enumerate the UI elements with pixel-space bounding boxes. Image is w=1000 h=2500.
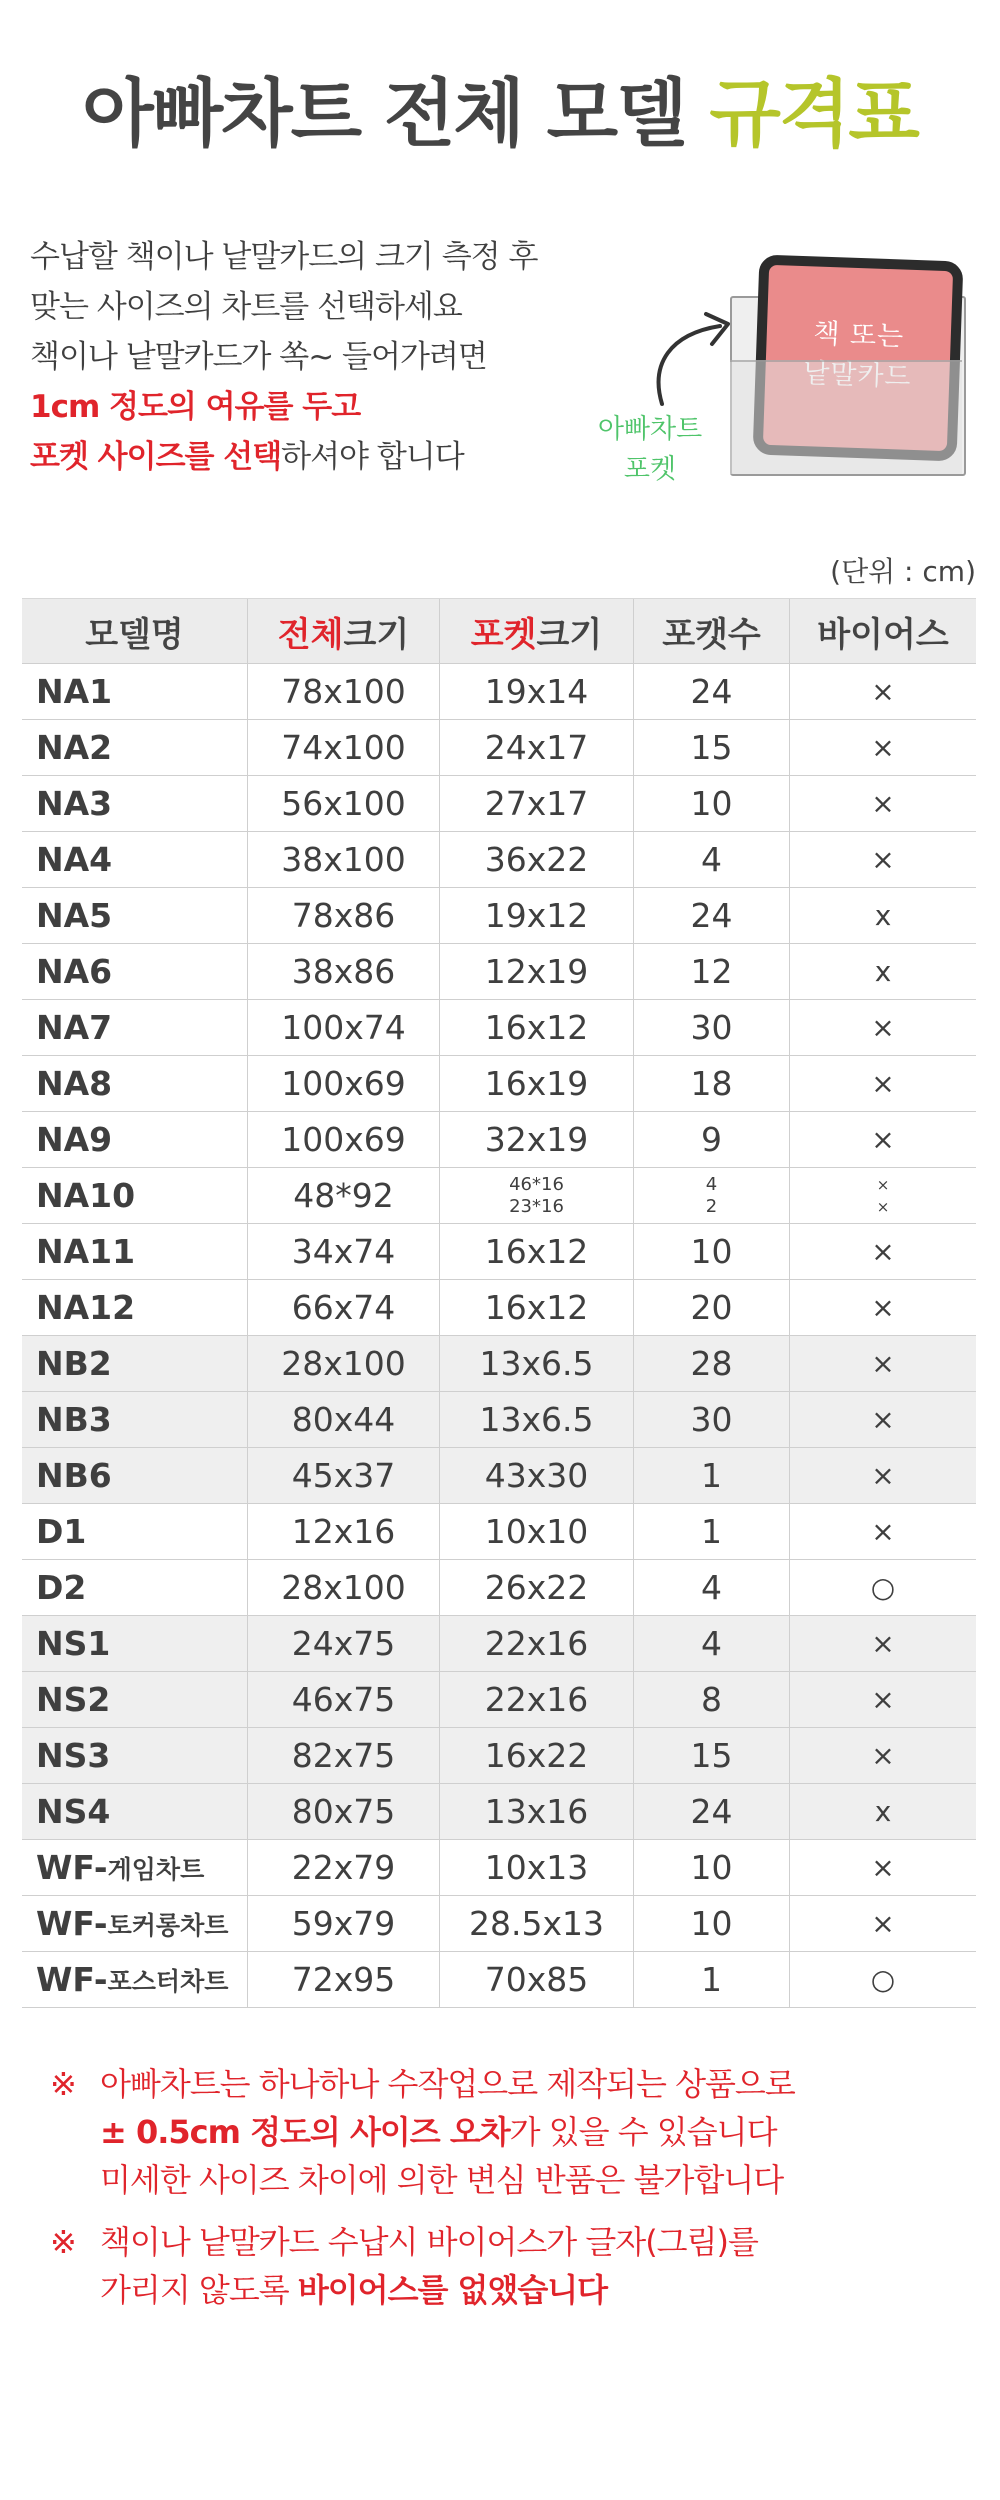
table-row [22, 776, 976, 832]
cell-model: NA2 [22, 720, 248, 775]
cell-bias: × [871, 1627, 895, 1660]
cell-model [22, 1896, 248, 1951]
cell-total: 72x95 [248, 1952, 440, 2007]
cell-bias: × [871, 1011, 895, 1044]
cell-total: 74x100 [248, 720, 440, 775]
cell-model: NB2 [22, 1336, 248, 1391]
notice-line: 아빠차트는 하나하나 수작업으로 제작되는 상품으로 [100, 2065, 795, 2103]
cell-pocket: 12x19 [440, 944, 634, 999]
table-row [22, 1616, 976, 1672]
cell-total: 100x74 [248, 1000, 440, 1055]
table-row [22, 1392, 976, 1448]
unit-label: (단위 : cm) [830, 555, 976, 588]
notice-line: 미세한 사이즈 차이에 의한 변심 반품은 불가합니다 [100, 2161, 784, 2199]
table-row [22, 1224, 976, 1280]
cell-bias: x [874, 1795, 892, 1828]
cell-count: 30 [634, 1000, 790, 1055]
cell-total: 46x75 [248, 1672, 440, 1727]
intro-highlight: 1cm 정도의 여유를 두고 [30, 389, 361, 425]
header-total [248, 599, 440, 663]
cell-bias: × [871, 1403, 895, 1436]
table-row [22, 1168, 976, 1224]
cell-model: NS2 [22, 1672, 248, 1727]
cell-total: 22x79 [248, 1840, 440, 1895]
cell-pocket-b: 23*16 [509, 1195, 564, 1217]
header-pocket [440, 599, 634, 663]
cell-count: 12 [634, 944, 790, 999]
cell-total: 78x86 [248, 888, 440, 943]
cell-total: 38x100 [248, 832, 440, 887]
cell-pocket: 16x12 [440, 1000, 634, 1055]
table-row [22, 1448, 976, 1504]
cell-total: 80x44 [248, 1392, 440, 1447]
notice-item [50, 2060, 970, 2204]
cell-model: NA5 [22, 888, 248, 943]
cell-total: 34x74 [248, 1224, 440, 1279]
cell-total: 100x69 [248, 1112, 440, 1167]
table-row [22, 1000, 976, 1056]
card-text-line: 책 또는 [812, 318, 905, 353]
table-row [22, 720, 976, 776]
intro-line: 책이나 낱말카드가 쏙~ 들어가려면 [30, 339, 487, 375]
cell-model-prefix: WF- [36, 1904, 108, 1943]
cell-total: 28x100 [248, 1336, 440, 1391]
cell-pocket: 19x12 [440, 888, 634, 943]
intro-highlight: 포켓 사이즈를 선택 [30, 439, 282, 475]
table-row [22, 1560, 976, 1616]
cell-model: NB6 [22, 1448, 248, 1503]
cell-bias: × [871, 1683, 895, 1716]
cell-pocket [440, 1168, 634, 1223]
cell-bias: × [871, 1291, 895, 1324]
cell-count: 18 [634, 1056, 790, 1111]
header-pocket-hl: 포켓 [470, 614, 537, 655]
cell-bias: × [871, 731, 895, 764]
cell-bias: x [874, 899, 892, 932]
intro-line [30, 432, 630, 482]
notice-bold: 바이어스를 없앴습니다 [297, 2271, 608, 2309]
cell-count: 24 [634, 1784, 790, 1839]
cell-pocket: 43x30 [440, 1448, 634, 1503]
cell-model-prefix: WF- [36, 1960, 108, 1999]
cell-pocket: 70x85 [440, 1952, 634, 2007]
header-total-rest: 크기 [343, 614, 410, 655]
cell-total: 45x37 [248, 1448, 440, 1503]
cell-count: 1 [634, 1504, 790, 1559]
cell-total: 82x75 [248, 1728, 440, 1783]
cell-pocket: 16x12 [440, 1280, 634, 1335]
cell-pocket: 22x16 [440, 1672, 634, 1727]
cell-bias: × [871, 787, 895, 820]
cell-pocket: 19x14 [440, 664, 634, 719]
table-row [22, 664, 976, 720]
header-bias: 바이어스 [817, 614, 949, 655]
header-pocket-rest: 크기 [536, 614, 603, 655]
cell-model: D2 [22, 1560, 248, 1615]
cell-model: NA7 [22, 1000, 248, 1055]
pocket-label-line: 포켓 [623, 454, 677, 485]
cell-pocket: 10x10 [440, 1504, 634, 1559]
notice-item [50, 2218, 970, 2314]
cell-bias: ○ [870, 1963, 896, 1996]
cell-model: NS3 [22, 1728, 248, 1783]
cell-bias: × [871, 1851, 895, 1884]
cell-total: 38x86 [248, 944, 440, 999]
table-row [22, 1896, 976, 1952]
cell-model: NA12 [22, 1280, 248, 1335]
cell-pocket: 13x16 [440, 1784, 634, 1839]
cell-pocket: 16x19 [440, 1056, 634, 1111]
cell-bias: × [871, 843, 895, 876]
cell-count: 4 [634, 832, 790, 887]
cell-count: 15 [634, 1728, 790, 1783]
cell-model [22, 1840, 248, 1895]
table-row [22, 1672, 976, 1728]
cell-model: NA4 [22, 832, 248, 887]
cell-model: NA9 [22, 1112, 248, 1167]
cell-model: NB3 [22, 1392, 248, 1447]
header-total-hl: 전체 [277, 614, 344, 655]
cell-bias [790, 1168, 976, 1223]
notice-line: 책이나 낱말카드 수납시 바이어스가 글자(그림)를 [100, 2223, 758, 2261]
table-row [22, 1840, 976, 1896]
cell-bias: x [874, 955, 892, 988]
pocket-front [730, 360, 962, 474]
cell-total: 28x100 [248, 1560, 440, 1615]
notice-section [50, 2060, 970, 2328]
notice-lines [100, 2060, 795, 2204]
header-model: 모델명 [22, 599, 248, 663]
title-main: 아빠차트 전체 모델 [82, 71, 686, 157]
cell-bias: × [871, 1067, 895, 1100]
notice-line-rest: 가리지 않도록 [100, 2271, 298, 2309]
cell-bias: × [871, 675, 895, 708]
cell-model-suffix: 포스터차트 [107, 1966, 229, 1996]
table-row [22, 1784, 976, 1840]
cell-bias-b: × [876, 1197, 890, 1216]
reference-mark-icon: ※ [50, 2223, 77, 2261]
cell-bias: × [871, 1235, 895, 1268]
cell-pocket: 13x6.5 [440, 1336, 634, 1391]
table-row [22, 1336, 976, 1392]
curved-arrow-icon [640, 304, 750, 414]
title-accent: 규격표 [709, 71, 918, 157]
cell-count: 10 [634, 1896, 790, 1951]
cell-total: 12x16 [248, 1504, 440, 1559]
cell-count: 4 [634, 1616, 790, 1671]
notice-line [100, 2108, 795, 2156]
table-row [22, 1952, 976, 2008]
cell-bias: × [871, 1907, 895, 1940]
table-row [22, 1280, 976, 1336]
pocket-illustration [580, 240, 980, 500]
table-row [22, 832, 976, 888]
cell-total: 100x69 [248, 1056, 440, 1111]
cell-count: 10 [634, 1224, 790, 1279]
cell-pocket: 13x6.5 [440, 1392, 634, 1447]
cell-model: NS4 [22, 1784, 248, 1839]
notice-lines [100, 2218, 758, 2314]
cell-count-b: 2 [705, 1195, 718, 1217]
cell-count: 15 [634, 720, 790, 775]
cell-bias-a: × [876, 1175, 890, 1194]
table-row [22, 1728, 976, 1784]
cell-model: NA6 [22, 944, 248, 999]
cell-model-suffix: 게임차트 [107, 1854, 205, 1884]
cell-total: 24x75 [248, 1616, 440, 1671]
cell-bias: × [871, 1515, 895, 1548]
table-header [22, 598, 976, 664]
cell-count: 10 [634, 776, 790, 831]
cell-count: 30 [634, 1392, 790, 1447]
cell-count: 10 [634, 1840, 790, 1895]
cell-pocket: 10x13 [440, 1840, 634, 1895]
cell-total: 59x79 [248, 1896, 440, 1951]
cell-bias: × [871, 1739, 895, 1772]
cell-pocket: 16x12 [440, 1224, 634, 1279]
cell-count: 24 [634, 664, 790, 719]
cell-pocket: 32x19 [440, 1112, 634, 1167]
intro-line: 수납할 책이나 낱말카드의 크기 측정 후 [30, 239, 538, 275]
cell-total: 66x74 [248, 1280, 440, 1335]
page-title [0, 64, 1000, 164]
cell-pocket: 24x17 [440, 720, 634, 775]
table-row [22, 1056, 976, 1112]
cell-count: 8 [634, 1672, 790, 1727]
cell-model [22, 1952, 248, 2007]
intro-text [30, 232, 630, 482]
cell-count: 4 [634, 1560, 790, 1615]
notice-line [100, 2266, 758, 2314]
spec-table [22, 598, 976, 2008]
table-row [22, 1504, 976, 1560]
cell-model: D1 [22, 1504, 248, 1559]
cell-pocket: 36x22 [440, 832, 634, 887]
table-row [22, 888, 976, 944]
intro-line-rest: 하셔야 합니다 [281, 439, 464, 475]
notice-line-rest: 가 있을 수 있습니다 [509, 2113, 777, 2151]
cell-model: NA8 [22, 1056, 248, 1111]
cell-pocket: 28.5x13 [440, 1896, 634, 1951]
cell-model: NA11 [22, 1224, 248, 1279]
cell-pocket: 16x22 [440, 1728, 634, 1783]
cell-total: 78x100 [248, 664, 440, 719]
cell-model: NA1 [22, 664, 248, 719]
intro-line: 맞는 사이즈의 차트를 선택하세요 [30, 289, 462, 325]
cell-count: 1 [634, 1952, 790, 2007]
cell-model: NA10 [22, 1168, 248, 1223]
table-row [22, 944, 976, 1000]
cell-pocket-a: 46*16 [509, 1173, 564, 1195]
table-row [22, 1112, 976, 1168]
cell-count [634, 1168, 790, 1223]
cell-model: NS1 [22, 1616, 248, 1671]
cell-total: 56x100 [248, 776, 440, 831]
cell-model-prefix: WF- [36, 1848, 108, 1887]
cell-model: NA3 [22, 776, 248, 831]
cell-pocket: 27x17 [440, 776, 634, 831]
pocket-label [580, 410, 720, 490]
pocket-label-line: 아빠차트 [597, 414, 703, 445]
cell-bias: × [871, 1347, 895, 1380]
notice-bold: ± 0.5cm 정도의 사이즈 오차 [100, 2113, 510, 2151]
cell-pocket: 26x22 [440, 1560, 634, 1615]
cell-count: 1 [634, 1448, 790, 1503]
cell-model-suffix: 토커롱차트 [107, 1910, 229, 1940]
cell-count: 24 [634, 888, 790, 943]
cell-total: 48*92 [248, 1168, 440, 1223]
cell-pocket: 22x16 [440, 1616, 634, 1671]
cell-count: 20 [634, 1280, 790, 1335]
header-count: 포캣수 [634, 599, 790, 663]
cell-count: 28 [634, 1336, 790, 1391]
cell-total: 80x75 [248, 1784, 440, 1839]
cell-bias: × [871, 1123, 895, 1156]
cell-bias: × [871, 1459, 895, 1492]
cell-bias: ○ [870, 1571, 896, 1604]
cell-count: 9 [634, 1112, 790, 1167]
reference-mark-icon: ※ [50, 2065, 77, 2103]
cell-count-a: 4 [705, 1173, 718, 1195]
